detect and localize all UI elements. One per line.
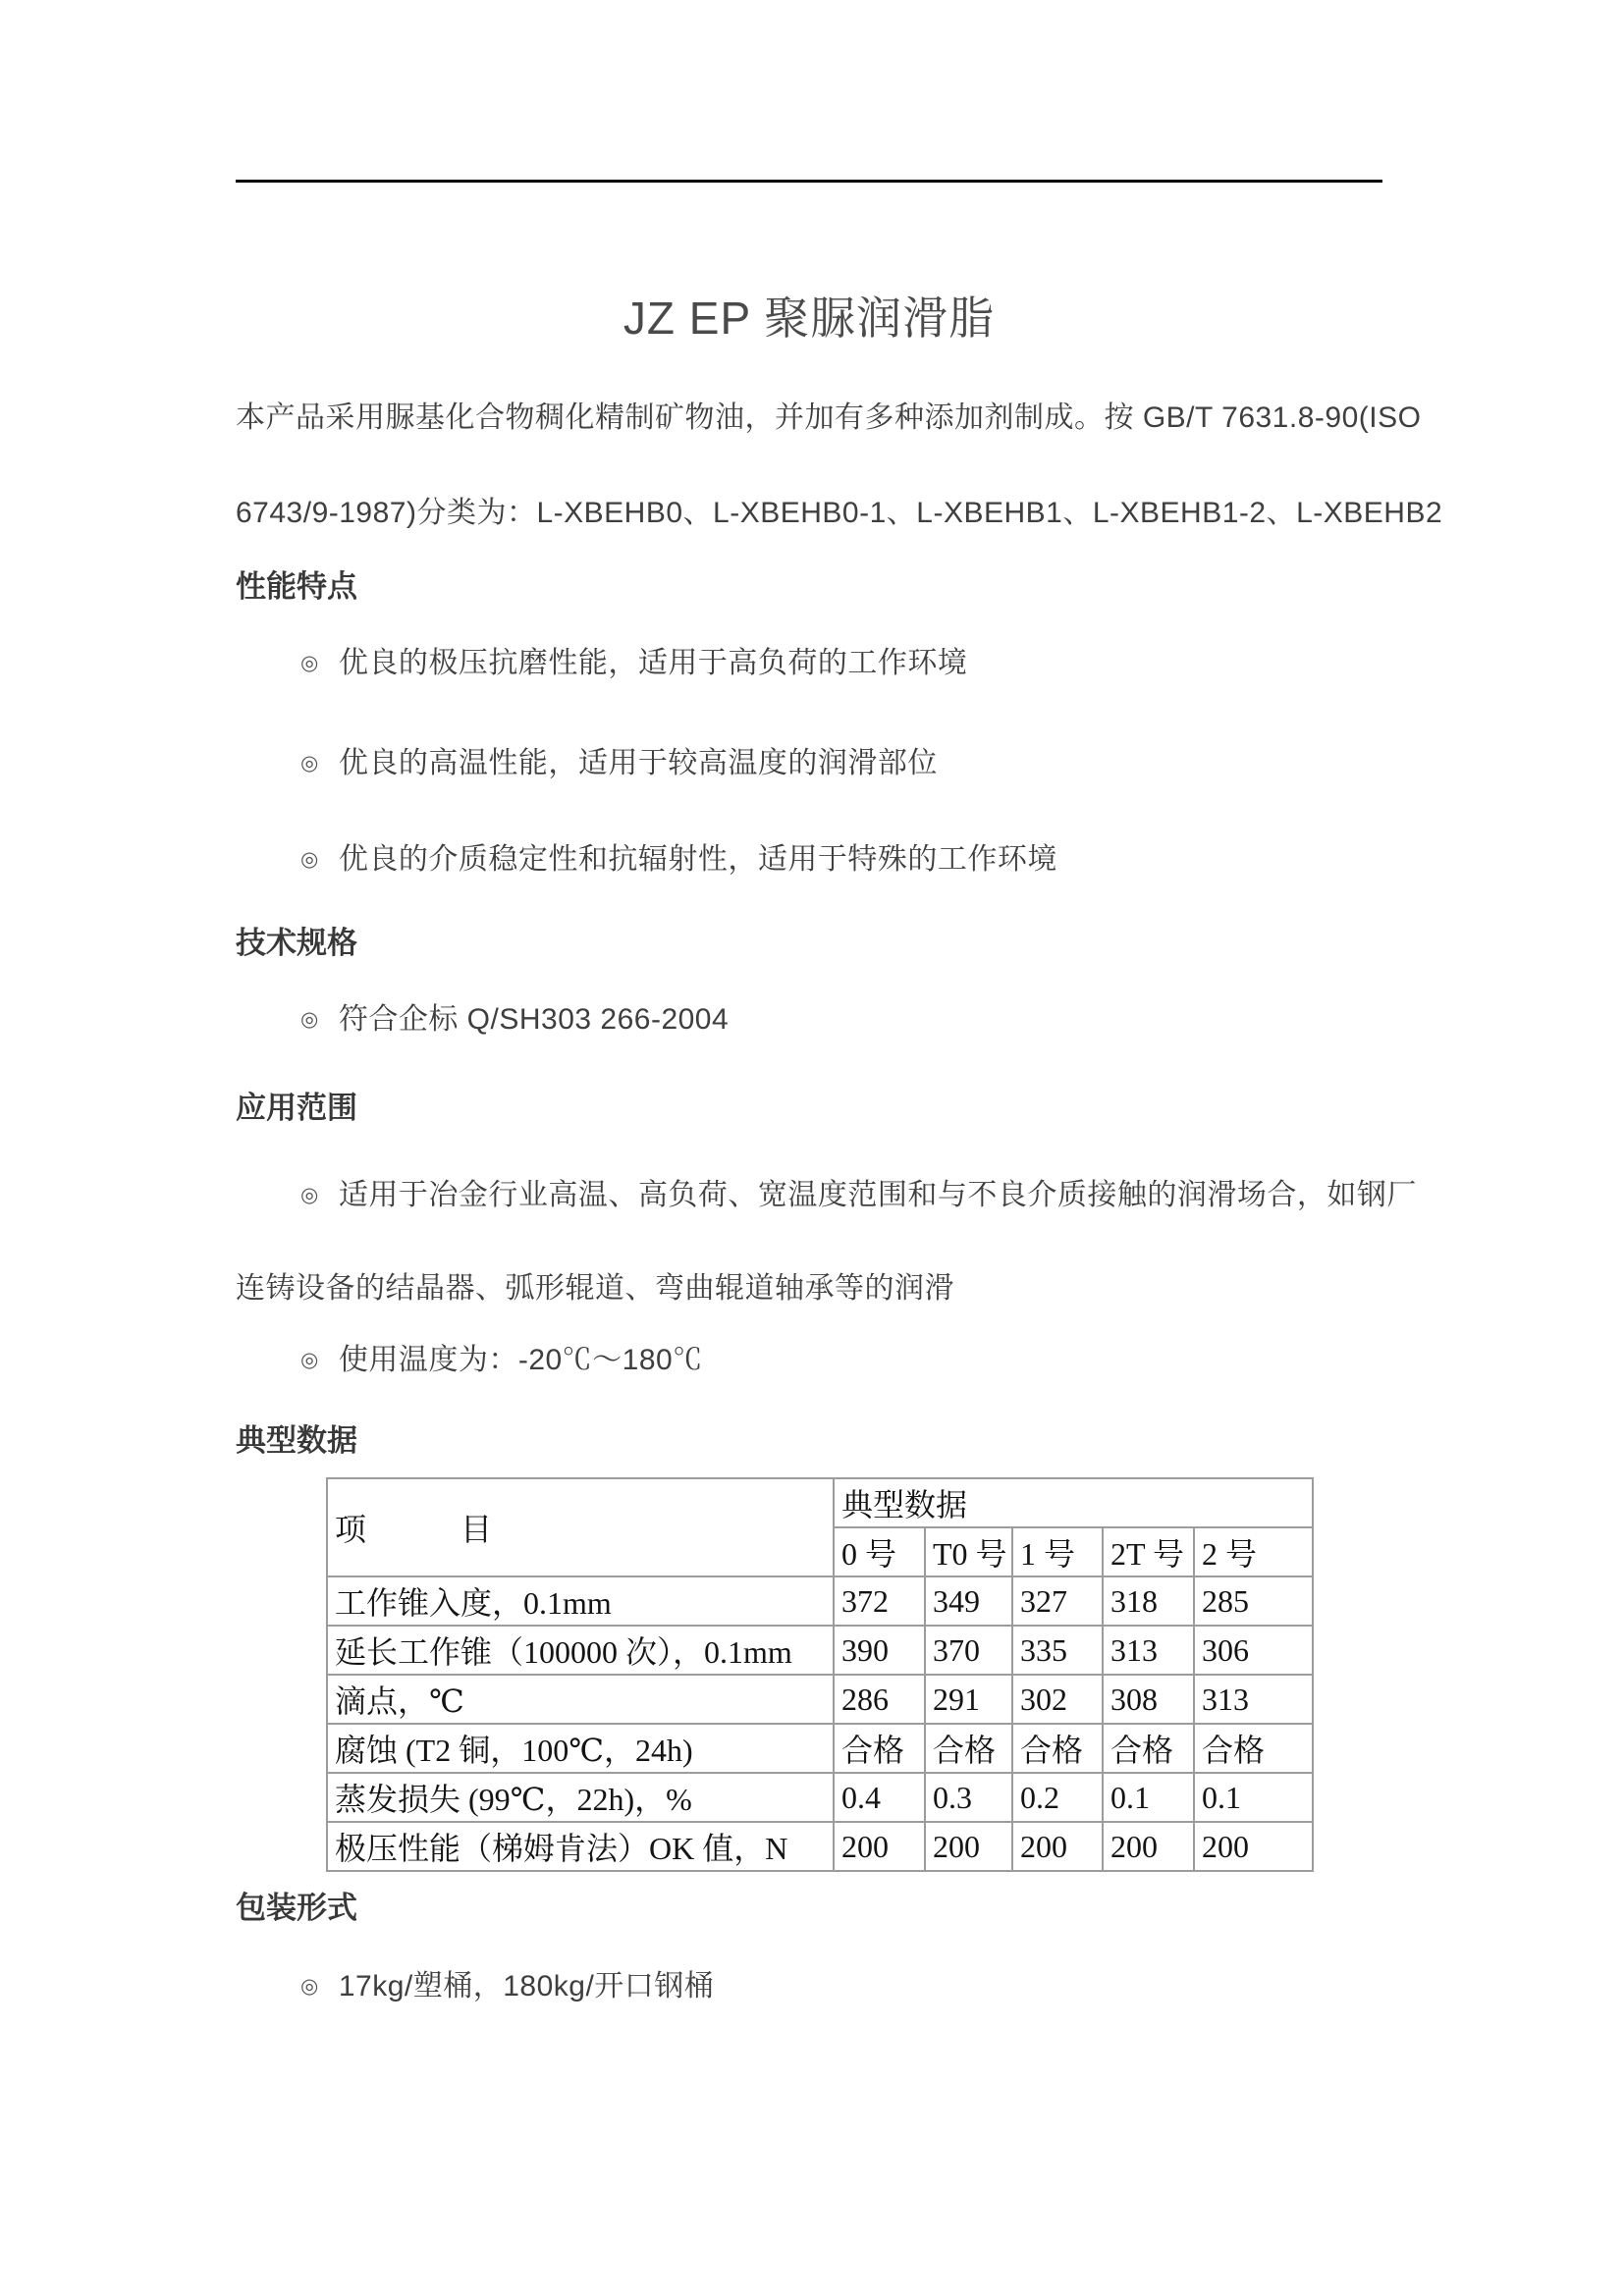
- table-row: [327, 1773, 1313, 1822]
- table-header-row-group: [327, 1478, 1313, 1527]
- table-cell: 308: [1103, 1675, 1194, 1724]
- bullet-text: 优良的介质稳定性和抗辐射性，适用于特殊的工作环境: [338, 843, 1057, 876]
- bullet-text: 优良的高温性能，适用于较高温度的润滑部位: [338, 747, 938, 779]
- table-cell: 291: [925, 1675, 1012, 1724]
- table-cell: 200: [1012, 1822, 1103, 1871]
- table-group-header: 典型数据: [834, 1478, 1313, 1527]
- bullet-icon: ◎: [300, 848, 319, 871]
- bullet-icon: ◎: [300, 1008, 319, 1031]
- table-cell: 286: [834, 1675, 925, 1724]
- table-cell: 0.1: [1103, 1773, 1194, 1822]
- bullet-text: 使用温度为：-20℃～180℃: [338, 1344, 703, 1376]
- table-cell: 335: [1012, 1626, 1103, 1675]
- row-label: 腐蚀 (T2 铜，100℃，24h): [327, 1724, 834, 1773]
- table-cell: 390: [834, 1626, 925, 1675]
- row-label: 工作锥入度，0.1mm: [327, 1576, 834, 1626]
- table-cell: 313: [1194, 1675, 1313, 1724]
- application-item-1-line-2: 连铸设备的结晶器、弧形辊道、弯曲辊道轴承等的润滑: [236, 1272, 954, 1305]
- table-cell: 370: [925, 1626, 1012, 1675]
- application-item-1-line-1: [300, 1170, 1417, 1213]
- table-cell: 327: [1012, 1576, 1103, 1626]
- table-cell: 0.1: [1194, 1773, 1313, 1822]
- table-row: [327, 1626, 1313, 1675]
- table-cell: 合格: [1194, 1724, 1313, 1773]
- col-header-grade-t0: T0 号: [925, 1527, 1012, 1576]
- table-row: [327, 1675, 1313, 1724]
- col-header-grade-1: 1 号: [1012, 1527, 1103, 1576]
- table-row: [327, 1724, 1313, 1773]
- table-cell: 合格: [925, 1724, 1012, 1773]
- bullet-text: 适用于冶金行业高温、高负荷、宽温度范围和与不良介质接触的润滑场合，如钢厂: [338, 1179, 1417, 1211]
- table-cell: 0.3: [925, 1773, 1012, 1822]
- section-heading-typical-data: 典型数据: [236, 1423, 357, 1458]
- table-cell: 200: [834, 1822, 925, 1871]
- table-cell: 0.4: [834, 1773, 925, 1822]
- col-header-grade-2t: 2T 号: [1103, 1527, 1194, 1576]
- top-horizontal-rule: [236, 180, 1382, 183]
- spec-item-1: [300, 994, 729, 1038]
- table-row: [327, 1822, 1313, 1871]
- packaging-item-1: [300, 1961, 714, 2004]
- table-cell: 0.2: [1012, 1773, 1103, 1822]
- table-cell: 合格: [834, 1724, 925, 1773]
- feature-item-3: [300, 834, 1057, 878]
- feature-item-2: [300, 738, 938, 781]
- bullet-text: 优良的极压抗磨性能，适用于高负荷的工作环境: [338, 647, 968, 679]
- table-cell: 285: [1194, 1576, 1313, 1626]
- table-cell: 合格: [1012, 1724, 1103, 1773]
- table-corner-cell: 项 目: [327, 1478, 834, 1576]
- page-title: JZ EP 聚脲润滑脂: [623, 293, 996, 344]
- application-item-2: [300, 1335, 703, 1378]
- table-cell: 318: [1103, 1576, 1194, 1626]
- row-label: 延长工作锥（100000 次），0.1mm: [327, 1626, 834, 1675]
- table-cell: 302: [1012, 1675, 1103, 1724]
- feature-item-1: [300, 638, 967, 681]
- table-cell: 313: [1103, 1626, 1194, 1675]
- bullet-text: 符合企标 Q/SH303 266-2004: [338, 1003, 730, 1036]
- table-cell: 306: [1194, 1626, 1313, 1675]
- section-heading-specs: 技术规格: [236, 926, 357, 960]
- row-label: 滴点，℃: [327, 1675, 834, 1724]
- bullet-icon: ◎: [300, 1975, 319, 1998]
- bullet-text: 17kg/塑桶，180kg/开口钢桶: [338, 1970, 715, 2002]
- table-cell: 200: [1103, 1822, 1194, 1871]
- table-cell: 合格: [1103, 1724, 1194, 1773]
- col-header-grade-0: 0 号: [834, 1527, 925, 1576]
- table-cell: 372: [834, 1576, 925, 1626]
- col-header-grade-2: 2 号: [1194, 1527, 1313, 1576]
- bullet-icon: ◎: [300, 1184, 319, 1206]
- bullet-icon: ◎: [300, 652, 319, 674]
- table-cell: 200: [1194, 1822, 1313, 1871]
- table-cell: 200: [925, 1822, 1012, 1871]
- section-heading-applications: 应用范围: [236, 1091, 357, 1125]
- row-label: 蒸发损失 (99℃，22h)，%: [327, 1773, 834, 1822]
- section-heading-features: 性能特点: [236, 569, 357, 604]
- typical-data-table: [326, 1477, 1314, 1872]
- table-cell: 349: [925, 1576, 1012, 1626]
- row-label: 极压性能（梯姆肯法）OK 值，N: [327, 1822, 834, 1871]
- table-row: [327, 1576, 1313, 1626]
- intro-line-1: 本产品采用脲基化合物稠化精制矿物油，并加有多种添加剂制成。按 GB/T 7631.8-90(ISO: [236, 401, 1422, 434]
- bullet-icon: ◎: [300, 752, 319, 774]
- intro-line-2: 6743/9-1987)分类为：L-XBEHB0、L-XBEHB0-1、L-XBEHB1、L-XBEHB1-2、L-XBEHB2: [236, 497, 1443, 529]
- section-heading-packaging: 包装形式: [236, 1891, 357, 1925]
- bullet-icon: ◎: [300, 1349, 319, 1371]
